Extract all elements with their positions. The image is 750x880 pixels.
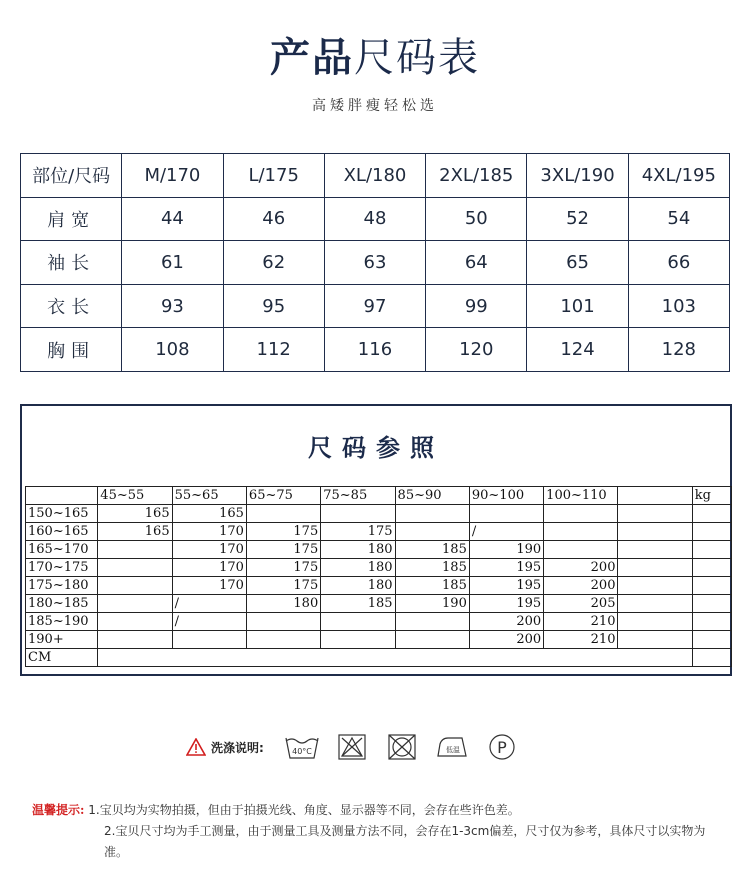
reference-size-cell: 200: [544, 559, 618, 577]
reference-size-cell: [321, 631, 395, 649]
reference-footer-blank: [98, 649, 693, 667]
reference-row: [26, 505, 732, 523]
reference-row: [26, 577, 732, 595]
size-cell: 63: [324, 241, 425, 285]
reference-size-cell: 180: [321, 577, 395, 595]
reference-header-cell: 75~85: [321, 487, 395, 505]
reference-size-cell: 170: [172, 523, 246, 541]
reference-header-cell: 100~110: [544, 487, 618, 505]
size-cell: 97: [324, 284, 425, 328]
reference-size-cell: 165: [172, 505, 246, 523]
no-tumble-dry-icon: [384, 732, 420, 762]
reference-size-cell: [618, 577, 692, 595]
dry-clean-p-icon: [484, 732, 520, 762]
reference-size-cell: 185: [395, 577, 469, 595]
reference-size-cell: 180: [321, 559, 395, 577]
size-header-cell: 3XL/190: [527, 154, 628, 198]
size-cell: 103: [628, 284, 729, 328]
reference-size-cell: [321, 613, 395, 631]
reference-header-cell: 90~100: [469, 487, 543, 505]
size-header-cell: XL/180: [324, 154, 425, 198]
size-cell: 64: [426, 241, 527, 285]
reference-size-cell: 200: [469, 613, 543, 631]
reference-size-cell: [692, 541, 731, 559]
reference-size-cell: [692, 523, 731, 541]
note-text-3: 准。: [104, 845, 129, 859]
title-bold: 产品: [270, 35, 354, 81]
size-cell: 93: [122, 284, 223, 328]
reference-size-cell: 180: [321, 541, 395, 559]
reference-row: [26, 613, 732, 631]
reference-size-cell: 180: [246, 595, 320, 613]
reference-size-cell: [544, 505, 618, 523]
size-row-label: 胸围: [21, 328, 122, 372]
reference-size-cell: [618, 613, 692, 631]
reference-size-cell: 170: [172, 577, 246, 595]
reference-header-cell: kg: [692, 487, 731, 505]
note-text-1: 1.宝贝均为实物拍摄，但由于拍摄光线、角度、显示器等不同，会存在些许色差。: [88, 803, 520, 817]
reference-size-cell: 185: [395, 559, 469, 577]
size-header-cell: M/170: [122, 154, 223, 198]
page-title: [0, 26, 750, 83]
page-subtitle: 高矮胖瘦轻松选: [312, 98, 438, 114]
size-row-label: 衣长: [21, 284, 122, 328]
reference-size-cell: [469, 505, 543, 523]
reference-size-cell: 185: [321, 595, 395, 613]
size-cell: 44: [122, 197, 223, 241]
reference-size-cell: [395, 631, 469, 649]
size-table-row: [21, 328, 730, 372]
reference-header-cell: 45~55: [98, 487, 172, 505]
size-cell: 61: [122, 241, 223, 285]
reference-size-cell: [321, 505, 395, 523]
reference-size-cell: [246, 631, 320, 649]
reference-height-cell: 185~190: [26, 613, 98, 631]
note-text-2: 2.宝贝尺寸均为手工测量，由于测量工具及测量方法不同，会存在1-3cm偏差，尺寸仅为参考，具体尺寸以实物为: [104, 824, 706, 838]
reference-size-cell: [98, 577, 172, 595]
reference-size-cell: 200: [469, 631, 543, 649]
reference-size-cell: [618, 559, 692, 577]
size-row-label: 肩宽: [21, 197, 122, 241]
reference-size-cell: 185: [395, 541, 469, 559]
size-cell: 112: [223, 328, 324, 372]
reference-footer-blank: [692, 649, 731, 667]
reference-size-cell: [246, 613, 320, 631]
size-cell: 101: [527, 284, 628, 328]
wash-temp-text: 40°C: [291, 747, 312, 756]
dry-clean-letter: P: [496, 738, 507, 757]
reference-header-cell: 55~65: [172, 487, 246, 505]
reference-size-cell: [692, 577, 731, 595]
care-instructions: [185, 732, 534, 762]
reference-size-cell: [395, 613, 469, 631]
reference-size-cell: [172, 631, 246, 649]
reference-size-cell: [544, 523, 618, 541]
reference-row: [26, 523, 732, 541]
reference-header-cell: 85~90: [395, 487, 469, 505]
size-cell: 120: [426, 328, 527, 372]
reference-height-cell: 190+: [26, 631, 98, 649]
size-header-cell: 2XL/185: [426, 154, 527, 198]
size-cell: 124: [527, 328, 628, 372]
reference-size-cell: 175: [246, 523, 320, 541]
reference-size-cell: [618, 505, 692, 523]
reference-size-cell: 165: [98, 523, 172, 541]
size-table-row: [21, 284, 730, 328]
warning-icon: [185, 736, 207, 758]
reference-header-cell: [618, 487, 692, 505]
reference-header-cell: [26, 487, 98, 505]
size-header-cell: 部位/尺码: [21, 154, 122, 198]
reference-size-cell: [692, 559, 731, 577]
title-light: 尺码表: [354, 35, 480, 81]
reference-size-cell: [98, 559, 172, 577]
reference-size-cell: 205: [544, 595, 618, 613]
reference-height-cell: 150~165: [26, 505, 98, 523]
reference-row: [26, 631, 732, 649]
reference-table: [25, 486, 732, 667]
reference-size-cell: [98, 541, 172, 559]
size-cell: 50: [426, 197, 527, 241]
reference-size-cell: 175: [321, 523, 395, 541]
reference-height-cell: 175~180: [26, 577, 98, 595]
reference-size-cell: [544, 541, 618, 559]
size-table-header-row: [21, 154, 730, 198]
note-line-1: [32, 800, 722, 821]
reference-size-cell: 195: [469, 577, 543, 595]
reference-size-cell: [98, 631, 172, 649]
size-table-row: [21, 197, 730, 241]
size-cell: 65: [527, 241, 628, 285]
reference-size-cell: 210: [544, 613, 618, 631]
reference-size-cell: [692, 613, 731, 631]
size-cell: 128: [628, 328, 729, 372]
size-table-row: [21, 241, 730, 285]
reference-row: [26, 541, 732, 559]
reference-size-cell: [618, 541, 692, 559]
care-label: 洗涤说明:: [211, 740, 264, 755]
size-cell: 66: [628, 241, 729, 285]
reference-height-cell: 165~170: [26, 541, 98, 559]
reference-size-cell: [618, 631, 692, 649]
reference-size-cell: 175: [246, 559, 320, 577]
reference-size-cell: 165: [98, 505, 172, 523]
reference-header-cell: 65~75: [246, 487, 320, 505]
reference-size-cell: [692, 631, 731, 649]
size-reference-chart: [20, 404, 732, 676]
notes-label: 温馨提示:: [32, 803, 85, 817]
size-row-label: 袖长: [21, 241, 122, 285]
size-header-cell: L/175: [223, 154, 324, 198]
reference-size-cell: 175: [246, 541, 320, 559]
reference-header-row: [26, 487, 732, 505]
size-cell: 54: [628, 197, 729, 241]
size-cell: 116: [324, 328, 425, 372]
wash-40c-icon: [284, 732, 320, 762]
reference-size-cell: [618, 523, 692, 541]
reference-height-cell: 170~175: [26, 559, 98, 577]
reference-size-cell: 170: [172, 541, 246, 559]
reference-size-cell: /: [172, 613, 246, 631]
reference-size-cell: 195: [469, 559, 543, 577]
reference-size-cell: /: [469, 523, 543, 541]
reference-size-cell: [395, 505, 469, 523]
reference-footer-row: [26, 649, 732, 667]
reference-size-cell: /: [172, 595, 246, 613]
iron-text: 低温: [445, 746, 460, 754]
size-cell: 62: [223, 241, 324, 285]
size-cell: 108: [122, 328, 223, 372]
notes-section: [32, 800, 722, 863]
reference-size-cell: [692, 505, 731, 523]
size-cell: 46: [223, 197, 324, 241]
no-bleach-icon: [334, 732, 370, 762]
size-cell: 52: [527, 197, 628, 241]
reference-size-cell: 210: [544, 631, 618, 649]
reference-size-cell: [618, 595, 692, 613]
reference-size-cell: [98, 613, 172, 631]
reference-row: [26, 559, 732, 577]
reference-size-cell: 190: [395, 595, 469, 613]
size-table: [20, 153, 730, 372]
reference-height-cell: 160~165: [26, 523, 98, 541]
reference-size-cell: [98, 595, 172, 613]
reference-size-cell: 170: [172, 559, 246, 577]
reference-size-cell: 195: [469, 595, 543, 613]
reference-height-cell: 180~185: [26, 595, 98, 613]
size-header-cell: 4XL/195: [628, 154, 729, 198]
reference-title: 尺码参照: [308, 434, 444, 462]
reference-size-cell: [692, 595, 731, 613]
reference-size-cell: 190: [469, 541, 543, 559]
reference-size-cell: 200: [544, 577, 618, 595]
reference-size-cell: [246, 505, 320, 523]
iron-low-temp-icon: [434, 732, 470, 762]
reference-unit-cell: CM: [26, 649, 98, 667]
size-cell: 95: [223, 284, 324, 328]
reference-row: [26, 595, 732, 613]
size-cell: 48: [324, 197, 425, 241]
size-cell: 99: [426, 284, 527, 328]
reference-size-cell: [395, 523, 469, 541]
reference-size-cell: 175: [246, 577, 320, 595]
